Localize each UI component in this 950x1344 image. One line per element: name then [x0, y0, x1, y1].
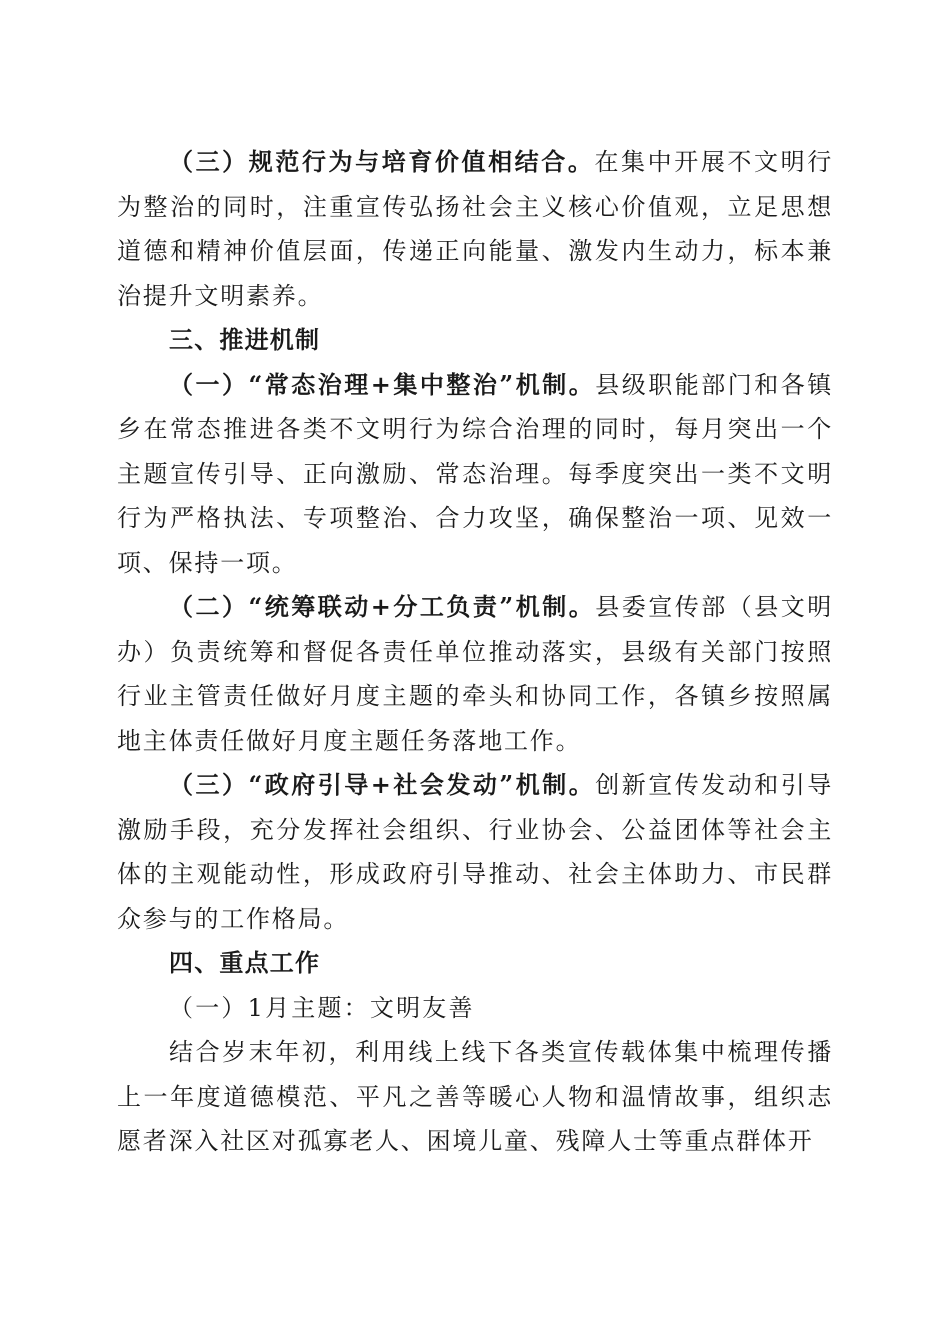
paragraph-title: （三）规范行为与培育价值相结合。 — [169, 147, 595, 176]
paragraph-text: 在集中开展不文明行为整治的同时，注重宣传弘扬社会主义核心价值观，立足思想道德和精神价值层面，传递正向能量、激发内生动力，标本兼治提升文明素养。 — [117, 148, 833, 310]
section-heading-mechanism: 三、推进机制 — [169, 326, 321, 354]
paragraph-mechanism-one — [117, 363, 833, 586]
paragraph-text: 县委宣传部（县文明办）负责统筹和督促各责任单位推动落实，县级有关部门按照行业主管责任做好月度主题的牵头和协同工作，各镇乡按照属地主体责任做好月度主题任务落地工作。 — [117, 593, 833, 755]
paragraph-text: 创新宣传发动和引导激励手段，充分发挥社会组织、行业协会、公益团体等社会主体的主观能动性，形成政府引导推动、社会主体助力、市民群众参与的工作格局。 — [117, 771, 833, 933]
subheading-january-theme: （一）1月主题：文明友善 — [169, 993, 475, 1022]
paragraph-principle-three — [117, 140, 833, 318]
paragraph-title: （一）“常态治理+集中整治”机制。 — [169, 369, 596, 399]
paragraph-mechanism-three — [117, 763, 833, 941]
paragraph-title: （三）“政府引导+社会发动”机制。 — [169, 770, 596, 799]
paragraph-january-text: 结合岁末年初，利用线上线下各类宣传载体集中梳理传播上一年度道德模范、平凡之善等暖心人物和温情故事，组织志愿者深入社区对孤寡老人、困境儿童、残障人士等重点群体开 — [117, 1038, 833, 1155]
paragraph-text: 县级职能部门和各镇乡在常态推进各类不文明行为综合治理的同时，每月突出一个主题宣传引导、正向激励、常态治理。每季度突出一类不文明行为严格执法、专项整治、合力攻坚，确保整治一项、见效一项、保持一项。 — [117, 370, 833, 577]
section-heading-key-work: 四、重点工作 — [169, 949, 321, 977]
paragraph-title: （二）“统筹联动+分工负责”机制。 — [169, 592, 596, 621]
paragraph-mechanism-two — [117, 585, 833, 763]
document-body — [117, 140, 833, 1164]
